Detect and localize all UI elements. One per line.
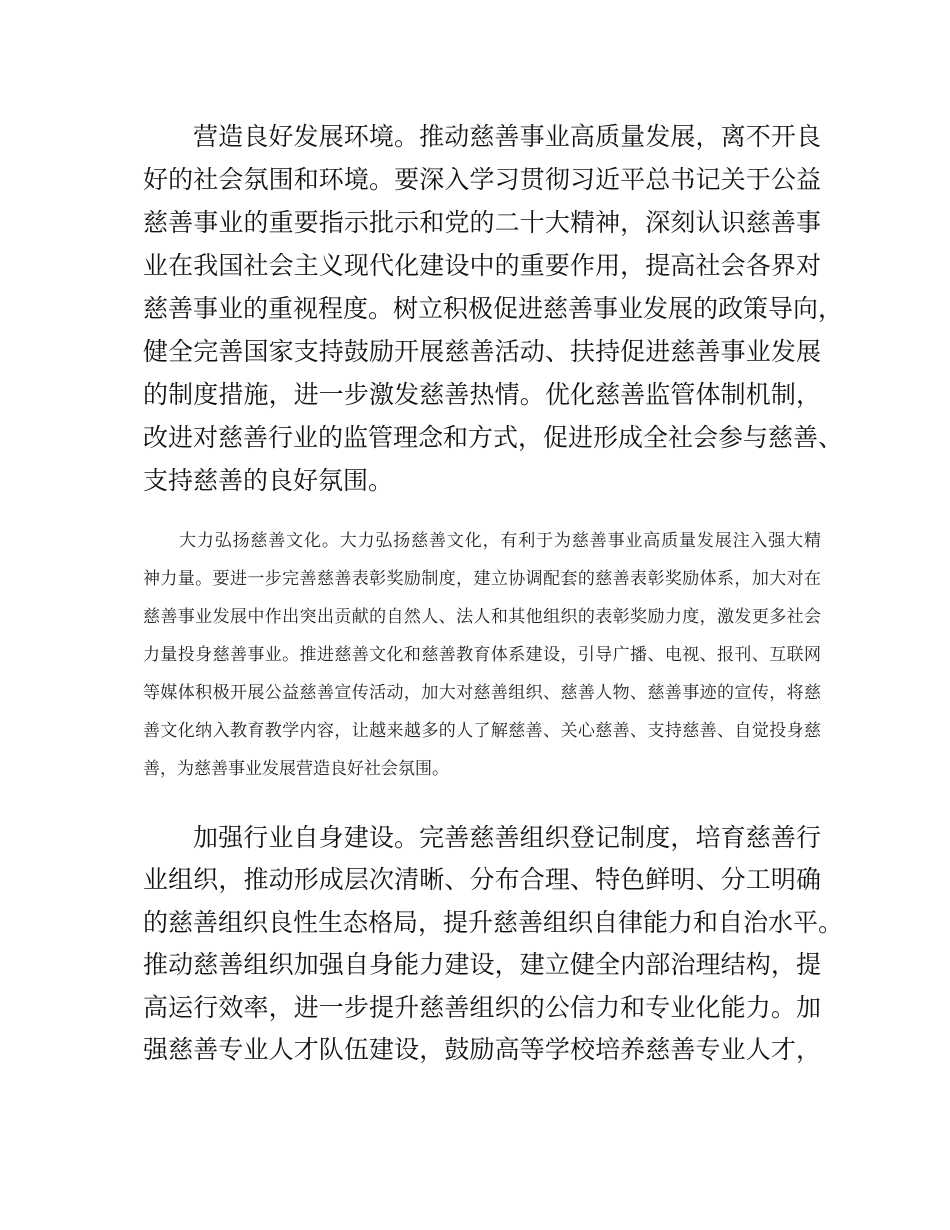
text-line: 业在我国社会主义现代化建设中的重要作用，提高社会各界对 (143, 251, 821, 280)
text-line: 高运行效率，进一步提升慈善组织的公信力和专业化能力。加 (143, 992, 821, 1022)
text-line: 大力弘扬慈善文化。大力弘扬慈善文化，有利于为慈善事业高质量发展注入强大精 (179, 531, 821, 551)
text-line: 支持慈善的良好氛围。 (143, 466, 394, 495)
paragraph-environment (143, 115, 844, 502)
text-line: 力量投身慈善事业。推进慈善文化和慈善教育体系建设，引导广播、电视、报刊、互联网 (143, 645, 821, 665)
text-line: 神力量。要进一步完善慈善表彰奖励制度，建立协调配套的慈善表彰奖励体系，加大对在 (143, 569, 821, 589)
text-line: 改进对慈善行业的监管理念和方式，促进形成全社会参与慈善、 (143, 423, 844, 452)
text-line: 好的社会氛围和环境。要深入学习贯彻习近平总书记关于公益 (143, 165, 821, 194)
paragraph-industry (143, 817, 844, 1071)
text-line: 慈善事业的重视程度。树立积极促进慈善事业发展的政策导向， (143, 294, 844, 323)
paragraph-culture (143, 522, 821, 788)
text-line: 营造良好发展环境。推动慈善事业高质量发展，离不开良 (193, 122, 821, 151)
text-line: 推动慈善组织加强自身能力建设，建立健全内部治理结构，提 (143, 950, 821, 980)
text-line: 善，为慈善事业发展营造良好社会氛围。 (143, 759, 449, 779)
text-line: 善文化纳入教育教学内容，让越来越多的人了解慈善、关心慈善、支持慈善、自觉投身慈 (143, 721, 821, 741)
text-line: 加强行业自身建设。完善慈善组织登记制度，培育慈善行 (193, 823, 821, 852)
text-line: 的慈善组织良性生态格局，提升慈善组织自律能力和自治水平。 (143, 907, 844, 937)
text-line: 健全完善国家支持鼓励开展慈善活动、扶持促进慈善事业发展 (143, 337, 821, 366)
text-line: 慈善事业发展中作出突出贡献的自然人、法人和其他组织的表彰奖励力度，激发更多社会 (143, 607, 821, 627)
text-line: 强慈善专业人才队伍建设，鼓励高等学校培养慈善专业人才， (143, 1035, 821, 1065)
text-line: 的制度措施，进一步激发慈善热情。优化慈善监管体制机制， (143, 380, 821, 409)
text-line: 业组织，推动形成层次清晰、分布合理、特色鲜明、分工明确 (143, 865, 821, 895)
text-line: 慈善事业的重要指示批示和党的二十大精神，深刻认识慈善事 (143, 208, 821, 237)
text-line: 等媒体积极开展公益慈善宣传活动，加大对慈善组织、慈善人物、慈善事迹的宣传，将慈 (143, 683, 821, 703)
